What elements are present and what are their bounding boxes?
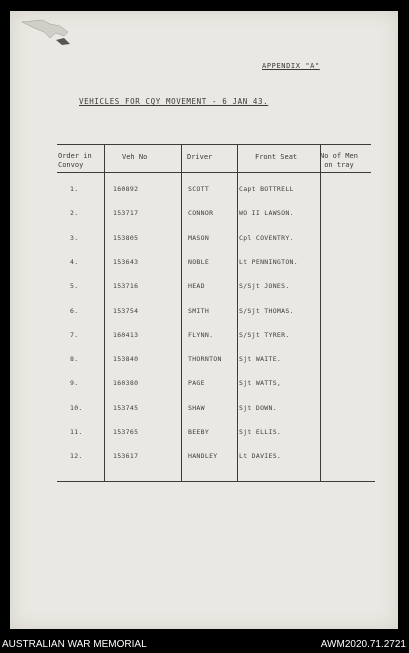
- header-order-line1: Order in: [58, 152, 92, 160]
- table-bottom-rule: [57, 481, 375, 482]
- header-order-line2: Convoy: [58, 161, 84, 169]
- cell-order: 3.: [70, 233, 79, 242]
- cell-veh-no: 153717: [113, 209, 139, 218]
- footer-source: AUSTRALIAN WAR MEMORIAL: [2, 639, 147, 650]
- cell-order: 1.: [70, 185, 79, 193]
- cell-front-seat: Sjt ELLIS.: [239, 428, 282, 436]
- cell-front-seat: Sjt DOWN.: [239, 403, 277, 412]
- cell-order: 2.: [70, 209, 79, 218]
- cell-order: 10.: [70, 403, 83, 412]
- cell-order: 12.: [70, 452, 83, 461]
- column-divider: [104, 144, 105, 481]
- cell-order: 4.: [70, 257, 79, 266]
- cell-front-seat: S/Sjt TYRER.: [239, 330, 290, 339]
- cell-veh-no: 160892: [113, 185, 139, 193]
- cell-order: 6.: [70, 306, 79, 315]
- footer-reference: AWM2020.71.2721: [320, 639, 406, 650]
- cell-front-seat: S/Sjt THOMAS.: [239, 306, 294, 315]
- cell-front-seat: WO II LAWSON.: [239, 209, 294, 218]
- cell-front-seat: Capt BOTTRELL: [239, 185, 294, 193]
- cell-driver: HANDLEY: [188, 452, 218, 461]
- cell-driver: SMITH: [188, 306, 210, 315]
- cell-front-seat: S/Sjt JONES.: [239, 282, 290, 291]
- cell-veh-no: 153805: [113, 233, 139, 242]
- header-driver: Driver: [187, 153, 213, 161]
- cell-veh-no: 153643: [113, 257, 139, 266]
- header-men-line2: on tray: [320, 161, 354, 169]
- column-divider: [320, 144, 321, 481]
- cell-order: 11.: [70, 428, 83, 436]
- cell-front-seat: Lt DAVIES.: [239, 452, 282, 461]
- header-men-line1: No of Men: [320, 152, 358, 160]
- cell-veh-no: 153765: [113, 428, 139, 436]
- cell-veh-no: 153716: [113, 282, 139, 291]
- cell-driver: HEAD: [188, 282, 205, 291]
- cell-order: 8.: [70, 355, 79, 364]
- cell-front-seat: Sjt WATTS,: [239, 379, 282, 388]
- cell-driver: CONNOR: [188, 209, 214, 218]
- cell-driver: FLYNN.: [188, 330, 214, 339]
- header-order: [58, 152, 92, 170]
- header-veh-no: Veh No: [122, 153, 148, 161]
- cell-driver: SCOTT: [188, 185, 210, 193]
- column-divider: [181, 144, 182, 481]
- cell-driver: NOBLE: [188, 257, 210, 266]
- cell-front-seat: Lt PENNINGTON.: [239, 257, 298, 266]
- header-men-on-tray: [320, 152, 358, 170]
- cell-veh-no: 153617: [113, 452, 139, 461]
- column-divider: [237, 144, 238, 481]
- cell-driver: PAGE: [188, 379, 205, 388]
- document-title: VEHICLES FOR CQY MOVEMENT - 6 JAN 43.: [79, 97, 269, 106]
- cell-veh-no: 160413: [113, 330, 139, 339]
- cell-driver: SHAW: [188, 403, 205, 412]
- cell-order: 5.: [70, 282, 79, 291]
- cell-order: 7.: [70, 330, 79, 339]
- header-front-seat: Front Seat: [255, 153, 298, 161]
- appendix-label: APPENDIX "A": [262, 62, 320, 70]
- cell-veh-no: 160380: [113, 379, 139, 388]
- cell-driver: BEEBY: [188, 428, 210, 436]
- cell-front-seat: Sjt WAITE.: [239, 355, 282, 364]
- cell-driver: THORNTON: [188, 355, 222, 364]
- cell-front-seat: Cpl COVENTRY.: [239, 233, 294, 242]
- torn-corner-mark: [20, 14, 80, 46]
- footer-bar: [0, 637, 409, 653]
- cell-order: 9.: [70, 379, 79, 388]
- cell-driver: MASON: [188, 233, 210, 242]
- cell-veh-no: 153745: [113, 403, 139, 412]
- cell-veh-no: 153754: [113, 306, 139, 315]
- cell-veh-no: 153840: [113, 355, 139, 364]
